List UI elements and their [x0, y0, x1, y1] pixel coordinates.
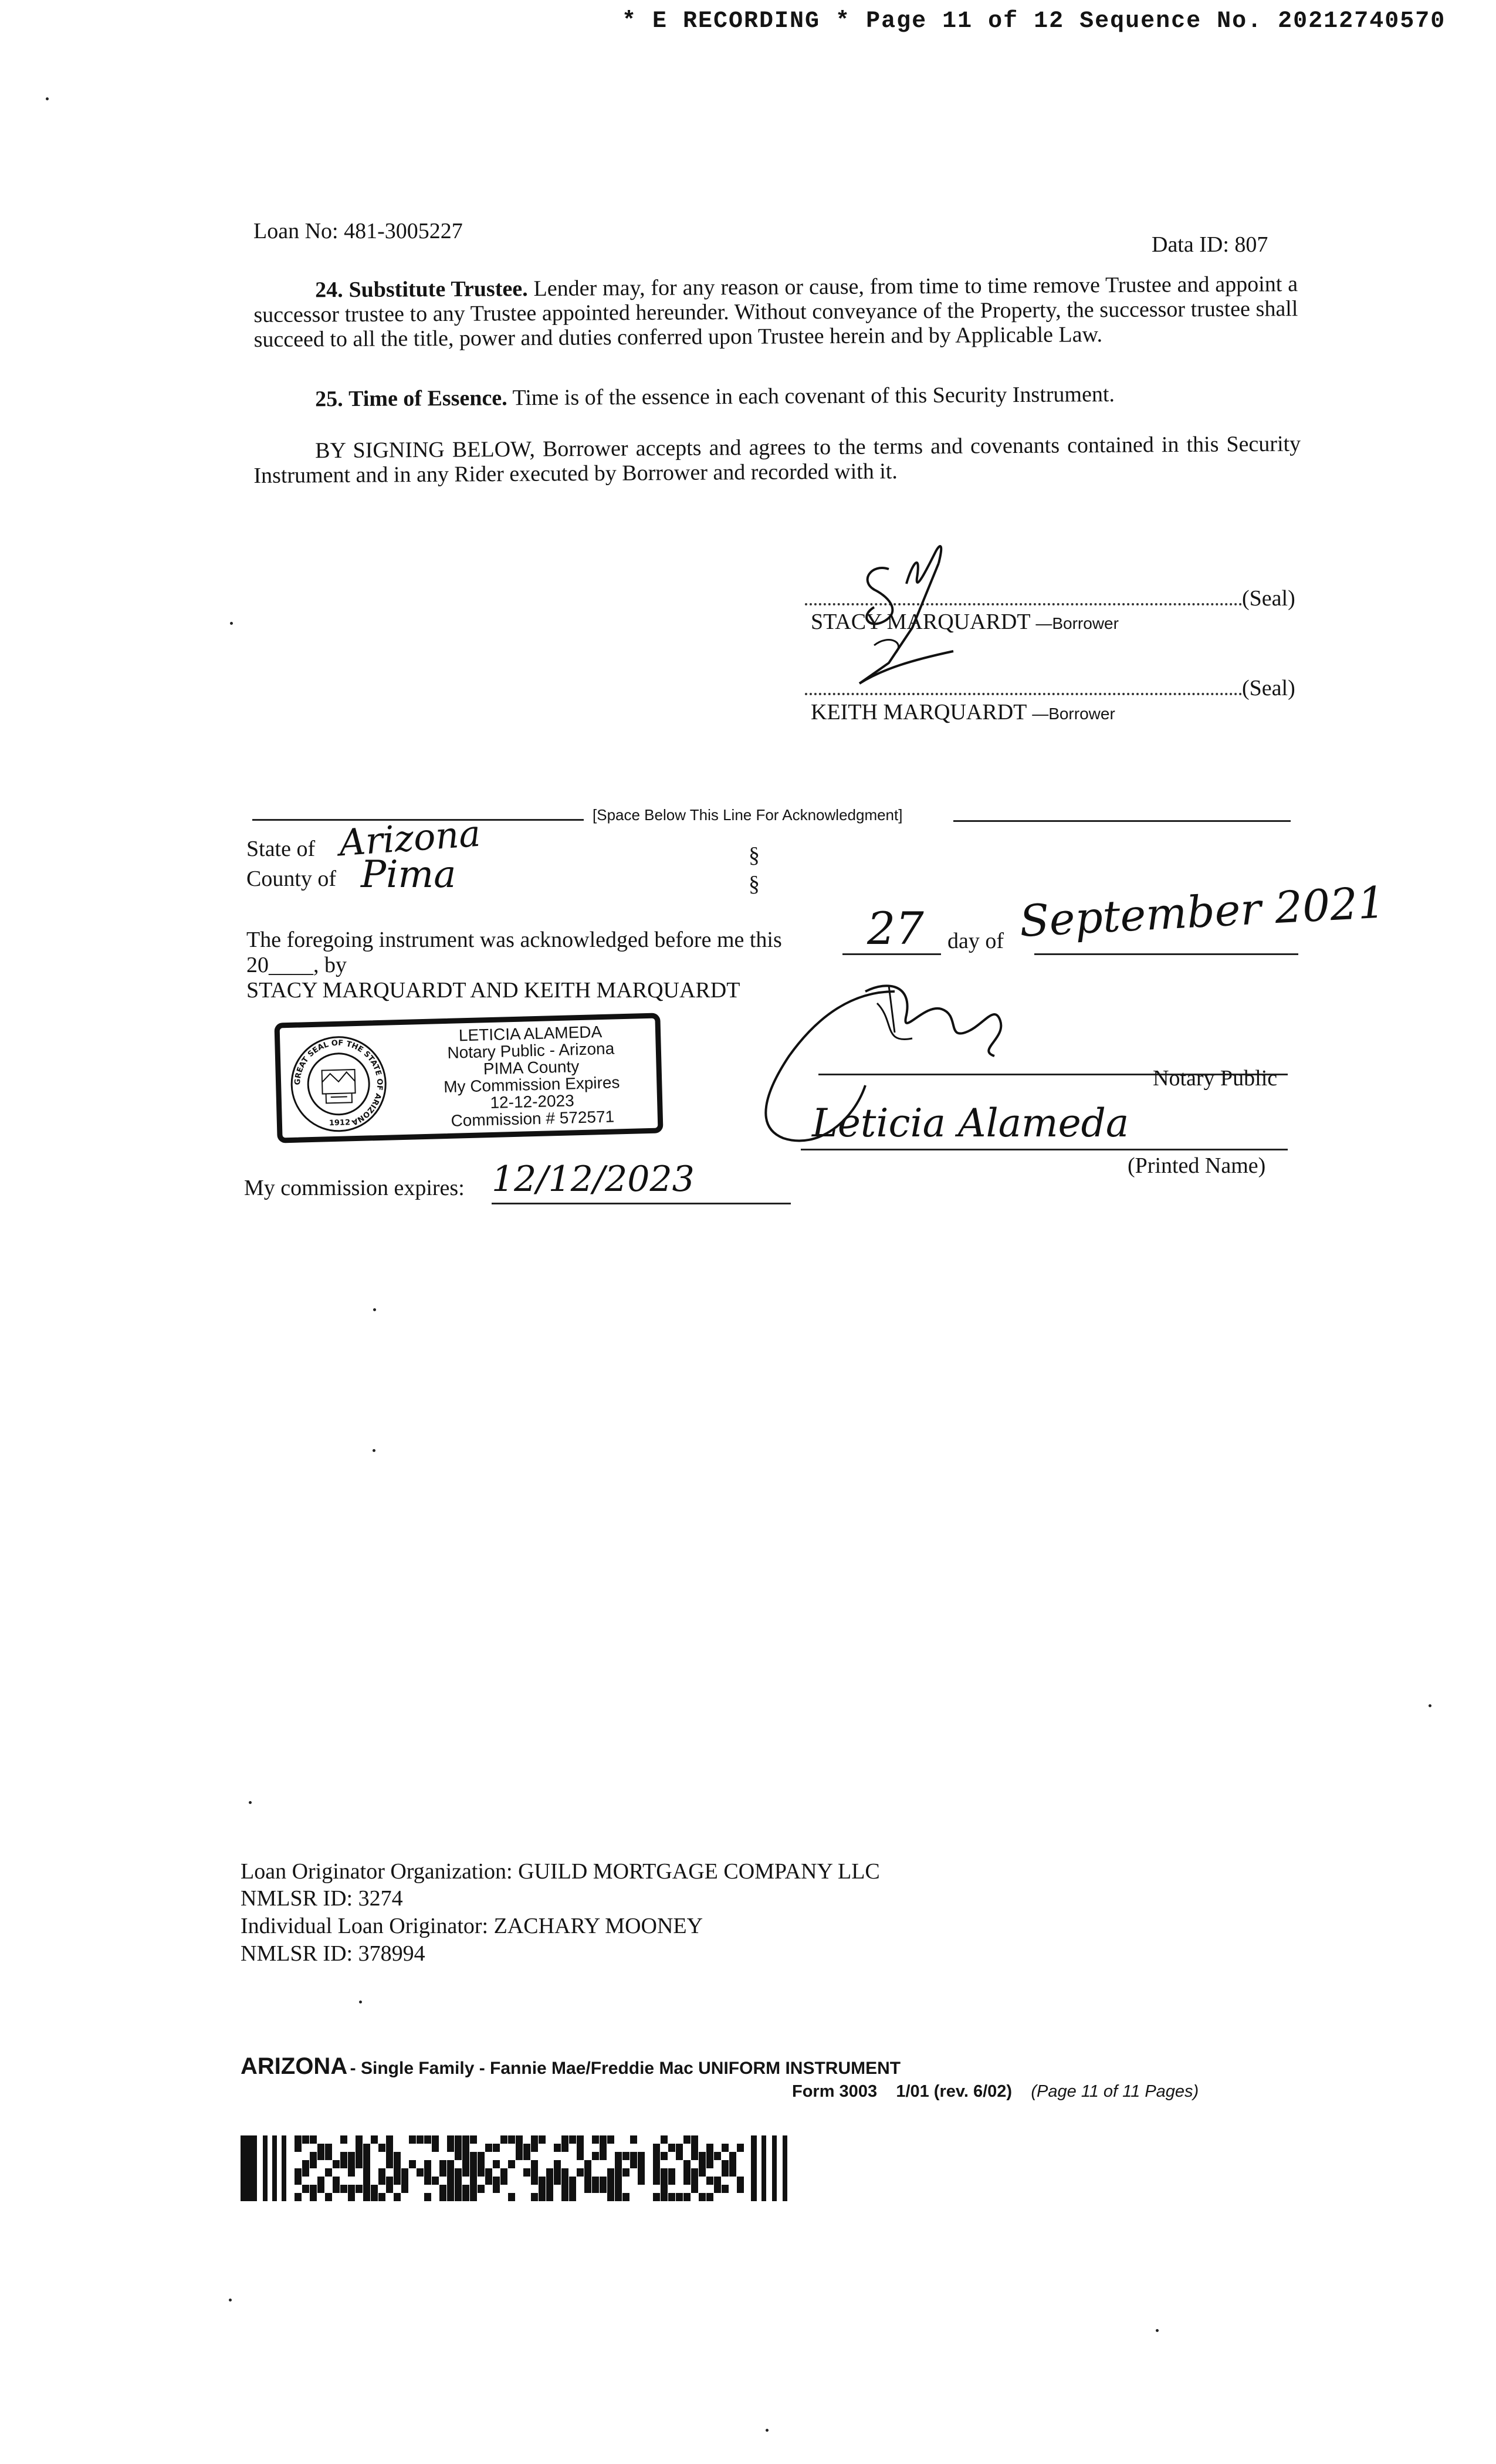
footer-form-line — [792, 2082, 1199, 2101]
footer-form-number: Form 3003 — [792, 2082, 878, 2101]
footer-instrument-line — [241, 2053, 901, 2080]
barcode-block — [485, 2144, 492, 2185]
footer-form-revision: 1/01 (rev. 6/02) — [896, 2082, 1013, 2101]
barcode-block — [424, 2135, 431, 2201]
barcode-block — [333, 2160, 340, 2193]
barcode-block — [630, 2135, 637, 2168]
barcode-block — [340, 2135, 347, 2193]
barcode-block — [615, 2152, 622, 2201]
scan-speck — [359, 2001, 362, 2003]
day-handwritten: 27 — [867, 902, 924, 955]
barcode-block — [706, 2144, 713, 2201]
month-blank-line — [1034, 953, 1298, 955]
scan-speck — [46, 97, 49, 100]
acknowledgment-divider-text: [Space Below This Line For Acknowledgment] — [593, 806, 903, 824]
state-label: State of — [246, 837, 316, 861]
barcode-block — [661, 2135, 668, 2201]
notary-public-label: Notary Public — [1153, 1066, 1278, 1091]
barcode-bar — [282, 2135, 286, 2201]
stamp-notary-name: LETICIA ALAMEDA — [458, 1023, 603, 1045]
barcode-bar — [761, 2135, 766, 2201]
barcode-block — [554, 2144, 561, 2185]
barcode — [241, 2135, 804, 2201]
section-24-body: Lender may, for any reason or cause, from time to time remove Trustee and appoint a successor trustee to any Trustee appointed hereunder. Without conveyance of the Property, the successor trustee shall succeed to all the title, power and duties conferred upon Trustee herein and by Applicable Law. — [253, 272, 1298, 352]
barcode-bar — [783, 2135, 787, 2201]
data-id: Data ID: 807 — [1152, 232, 1268, 257]
section-25-number: 25. — [314, 387, 343, 412]
barcode-block — [561, 2135, 568, 2201]
scan-speck — [373, 1449, 375, 1452]
state-handwritten: Arizona — [337, 811, 482, 865]
scan-speck — [229, 2299, 232, 2301]
section-25-title: Time of Essence. — [348, 385, 507, 412]
scan-speck — [373, 1308, 376, 1311]
section-mark: § — [749, 843, 760, 868]
barcode-block — [516, 2135, 523, 2160]
barcode-block — [455, 2135, 462, 2201]
barcode-block — [401, 2168, 408, 2193]
barcode-block — [638, 2152, 645, 2185]
signing-paragraph-text: BY SIGNING BELOW, Borrower accepts and agrees to the terms and covenants contained in this Security Instrument and in any Rider executed by Borrower and recorded with it. — [253, 431, 1301, 488]
commission-date-handwritten: 12/12/2023 — [492, 1159, 695, 1200]
notary-signature-scribble — [719, 968, 1035, 1162]
seal-year: 1912 — [329, 1118, 351, 1128]
barcode-block — [668, 2144, 675, 2201]
barcode-block — [699, 2152, 706, 2201]
commission-line — [492, 1203, 791, 1204]
year-prefix: 20____, by — [246, 953, 347, 977]
scan-speck — [230, 622, 233, 625]
borrower-signatures-scribble — [818, 528, 1041, 704]
barcode-block — [348, 2152, 355, 2201]
barcode-block — [432, 2135, 439, 2185]
barcode-block — [592, 2135, 599, 2193]
recording-header: * E RECORDING * Page 11 of 12 Sequence No. 20212740570 — [622, 8, 1446, 35]
month-year-handwritten: September 2021 — [1018, 877, 1387, 947]
barcode-block — [607, 2135, 614, 2201]
barcode-block — [653, 2144, 660, 2201]
barcode-block — [508, 2135, 515, 2201]
barcode-block — [523, 2144, 530, 2177]
section-mark: § — [749, 872, 760, 896]
barcode-bar — [772, 2135, 777, 2201]
barcode-block — [622, 2152, 629, 2201]
barcode-block — [577, 2135, 584, 2177]
barcode-block — [600, 2135, 607, 2193]
borrower-2-role: —Borrower — [1032, 705, 1115, 723]
seal-label: (Seal) — [1242, 586, 1295, 611]
barcode-block — [371, 2135, 378, 2201]
seal-ring-text: GREAT SEAL OF THE STATE OF ARIZONA — [293, 1038, 384, 1127]
barcode-block — [470, 2135, 477, 2201]
barcode-block — [714, 2152, 721, 2193]
barcode-block — [683, 2135, 691, 2201]
barcode-block — [539, 2135, 546, 2201]
barcode-block — [394, 2152, 401, 2201]
section-24-number: 24. — [314, 277, 343, 303]
footer-instrument: - Single Family - Fannie Mae/Freddie Mac UNIFORM INSTRUMENT — [350, 2059, 901, 2078]
section-24 — [253, 272, 1298, 352]
barcode-block — [531, 2135, 538, 2201]
barcode-block — [363, 2144, 370, 2201]
barcode-block — [691, 2135, 698, 2193]
section-25-body: Time is of the essence in each covenant of this Security Instrument. — [512, 382, 1115, 411]
scan-speck — [1429, 1704, 1431, 1707]
barcode-block — [584, 2160, 591, 2193]
borrower-1-name: STACY MARQUARDT — [811, 610, 1030, 634]
section-24-title: Substitute Trustee. — [348, 276, 528, 303]
barcode-block — [676, 2144, 683, 2201]
barcode-block — [447, 2135, 454, 2201]
foregoing-text: The foregoing instrument was acknowledged before me this — [246, 928, 782, 952]
acknowledged-names: STACY MARQUARDT AND KEITH MARQUARDT — [246, 978, 740, 1003]
barcode-block — [325, 2144, 332, 2201]
stamp-expires-date: 12-12-2023 — [490, 1091, 575, 1112]
printed-name-handwritten: Leticia Alameda — [812, 1101, 1129, 1146]
barcode-bar — [263, 2135, 268, 2201]
county-handwritten: Pima — [361, 853, 456, 896]
stamp-notary-title: Notary Public - Arizona — [447, 1039, 615, 1062]
footer-page-count: (Page 11 of 11 Pages) — [1031, 2082, 1199, 2101]
commission-label: My commission expires: — [244, 1176, 465, 1200]
barcode-block — [500, 2135, 507, 2185]
barcode-bar — [241, 2135, 257, 2201]
barcode-block — [302, 2135, 309, 2193]
scan-speck — [1156, 2329, 1159, 2332]
barcode-block — [493, 2144, 500, 2193]
footer-state: ARIZONA — [241, 2053, 348, 2079]
individual-loan-originator: Individual Loan Originator: ZACHARY MOONEY — [241, 1914, 703, 1938]
scan-speck — [249, 1801, 252, 1804]
acknowledgment-divider-right — [953, 820, 1291, 822]
barcode-block — [478, 2152, 485, 2193]
barcode-bar — [751, 2135, 757, 2201]
day-of-label: day of — [947, 929, 1004, 953]
barcode-block — [310, 2135, 317, 2201]
stamp-text-block — [410, 1022, 653, 1131]
barcode-bar — [272, 2135, 277, 2201]
scan-speck — [766, 2429, 769, 2432]
signing-paragraph — [253, 432, 1301, 488]
organization-nmlsr-id: NMLSR ID: 3274 — [241, 1886, 403, 1911]
barcode-block — [356, 2135, 363, 2193]
notary-stamp — [274, 1013, 663, 1143]
barcode-block — [409, 2135, 416, 2168]
barcode-block — [722, 2144, 729, 2193]
stamp-county: PIMA County — [483, 1057, 580, 1078]
barcode-block — [569, 2135, 576, 2201]
borrower-2-name: KEITH MARQUARDT — [811, 700, 1027, 725]
barcode-block — [417, 2135, 424, 2177]
barcode-block — [317, 2144, 324, 2193]
barcode-block — [462, 2135, 469, 2201]
stamp-commission-number: Commission # 572571 — [451, 1107, 615, 1130]
barcode-block — [737, 2144, 744, 2193]
state-seal-icon — [288, 1034, 389, 1135]
barcode-block — [439, 2160, 446, 2201]
seal-label: (Seal) — [1242, 676, 1295, 700]
individual-nmlsr-id: NMLSR ID: 378994 — [241, 1941, 425, 1966]
barcode-block — [378, 2144, 385, 2201]
barcode-block — [729, 2152, 736, 2177]
barcode-block — [295, 2135, 302, 2201]
section-25 — [253, 381, 1298, 412]
barcode-block — [386, 2135, 393, 2193]
county-label: County of — [246, 867, 337, 891]
loan-number: Loan No: 481-3005227 — [253, 219, 463, 243]
borrower-1-role: —Borrower — [1035, 614, 1119, 632]
loan-originator-organization: Loan Originator Organization: GUILD MORTGAGE COMPANY LLC — [241, 1859, 880, 1884]
stamp-expires-label: My Commission Expires — [443, 1073, 620, 1096]
printed-name-label: (Printed Name) — [1128, 1153, 1266, 1178]
barcode-block — [546, 2168, 553, 2201]
